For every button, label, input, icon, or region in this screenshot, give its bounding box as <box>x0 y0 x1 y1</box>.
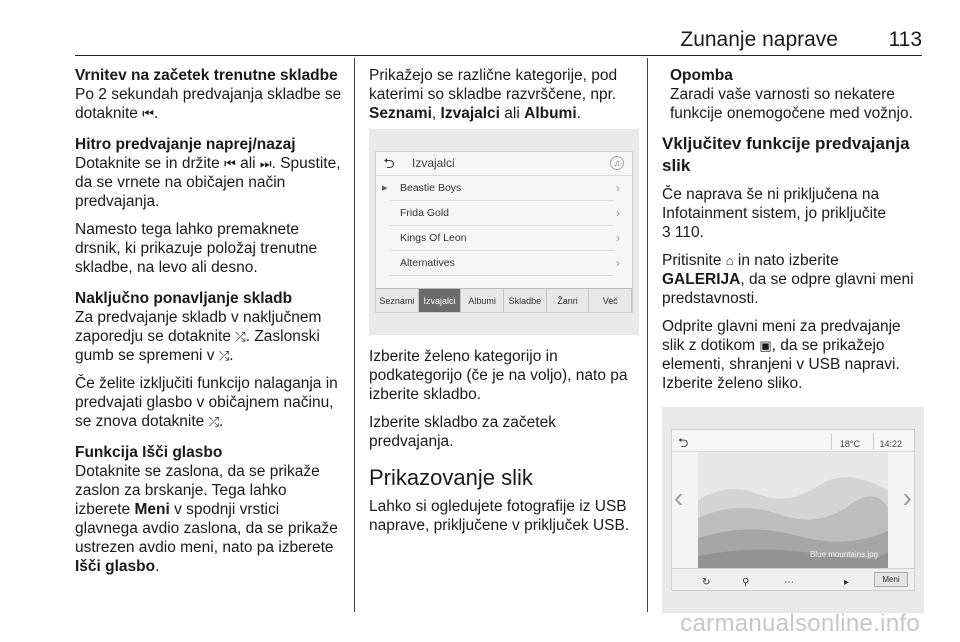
zoom-icon[interactable]: ⚲ <box>742 577 750 588</box>
list-item[interactable] <box>390 201 620 226</box>
image-filename: Blue mountains.jpg <box>809 550 878 559</box>
paragraph: Odprite glavni meni za predvajanje slik z dotikom ▣, da se prikažejo elementi, shranjeni v USB napravi. Izberite želeno sliko. <box>662 318 901 392</box>
picture-screen <box>671 429 915 591</box>
paragraph: Izberite želeno kategorijo in podkategorijo (če je na voljo), nato pa izberite skladbo. <box>369 348 628 403</box>
column-divider <box>647 58 648 612</box>
section-heading: Hitro predvajanje naprej/nazaj <box>75 136 296 153</box>
selection-marker-icon: ▶ <box>382 185 388 192</box>
slideshow-settings-icon[interactable]: ⋯ <box>784 577 794 588</box>
shuffle-active-icon: ⤮ <box>218 348 230 363</box>
list-item-label: Beastie Boys <box>400 182 462 194</box>
shuffle-active-icon: ⤮ <box>208 414 219 429</box>
tab-item[interactable]: Izvajalci <box>419 289 462 312</box>
picture-icon: ▣ <box>759 338 772 353</box>
tab-item[interactable]: Več <box>589 289 632 312</box>
back-arrow-icon[interactable]: ⮌ <box>383 155 395 171</box>
list-item[interactable] <box>390 226 620 251</box>
tab-item[interactable]: Seznami <box>376 289 419 312</box>
home-icon: ⌂ <box>725 253 734 268</box>
paragraph: Prikažejo se različne kategorije, pod katerimi so skladbe razvrščene, npr. Seznami, Izvajalci ali Albumi. <box>369 67 618 122</box>
paragraph: Izberite skladbo za začetek predvajanja. <box>369 414 556 450</box>
cross-reference: 3 110. <box>662 224 704 241</box>
column-3 <box>662 66 924 613</box>
note-text: Zaradi vaše varnosti so nekatere funkcije onemogočene med vožnjo. <box>670 86 913 122</box>
page-title: Zunanje naprave <box>680 28 838 51</box>
paragraph: Namesto tega lahko premaknete drsnik, ki prikazuje položaj trenutne skladbe, na levo ali desno. <box>75 221 318 276</box>
paragraph: Če želite izključiti funkcijo nalaganja in predvajati glasbo v običajnem načinu, se znova dotaknite ⤮. <box>75 375 338 430</box>
column-1 <box>75 66 343 588</box>
music-note-icon: ♫ <box>610 156 624 170</box>
section-heading: Naključno ponavljanje skladb <box>75 290 293 307</box>
chevron-right-icon: › <box>616 256 620 270</box>
temperature-readout: 18°C <box>839 439 860 449</box>
tab-item[interactable]: Skladbe <box>504 289 547 312</box>
browse-screen <box>375 151 633 313</box>
menu-button[interactable]: Meni <box>874 572 908 587</box>
skip-back-icon: ⏮ <box>224 156 236 171</box>
paragraph: Po 2 sekundah predvajanja skladbe se dotaknite ⏮. <box>75 86 342 122</box>
header-divider <box>75 55 922 56</box>
category-list <box>376 176 632 276</box>
page-number: 113 <box>888 28 922 51</box>
watermark: carmanualsonline.info <box>680 610 920 637</box>
list-item-label: Alternatives <box>400 257 455 269</box>
note-box <box>662 66 924 123</box>
list-item-label: Frida Gold <box>400 207 450 219</box>
section-heading: Funkcija Išči glasbo <box>75 444 223 461</box>
screen-topbar <box>672 430 914 452</box>
paragraph: Lahko si ogledujete fotografije iz USB naprave, priključene v priključek USB. <box>369 498 630 534</box>
clock-readout: 14:22 <box>879 439 902 449</box>
skip-back-icon: ⏮ <box>142 106 154 121</box>
list-item[interactable] <box>382 176 620 201</box>
skip-forward-icon: ⏭ <box>259 156 272 171</box>
tab-item[interactable]: Žanri <box>547 289 590 312</box>
rotate-icon[interactable]: ↻ <box>702 577 711 588</box>
screen-topbar <box>376 152 632 176</box>
list-item[interactable] <box>390 251 620 276</box>
paragraph: Dotaknite se zaslona, da se prikaže zaslon za brskanje. Tega lahko izberete Meni v spodnji vrstici glavnega avdio zaslona, da se prikaže ustrezen avdio meni, nato pa izberete Išči glasbo. <box>75 463 338 575</box>
chevron-right-icon: › <box>616 181 620 195</box>
shuffle-icon: ⤮ <box>235 329 246 344</box>
paragraph: Dotaknite se in držite ⏮ ali ⏭. Spustite, da se vrnete na običajen način predvajanja. <box>75 155 341 210</box>
page-header <box>75 28 922 56</box>
screen-bottombar <box>672 568 914 590</box>
list-item-label: Kings Of Leon <box>400 232 467 244</box>
tab-item[interactable]: Albumi <box>461 289 504 312</box>
paragraph: Če naprava še ni priključena na Infotainment sistem, jo priključite 3 110. <box>662 186 886 241</box>
paragraph: Za predvajanje skladb v naključnem zaporedju se dotaknite ⤮. Zaslonski gumb se spremeni v ⤮. <box>75 309 322 364</box>
category-tabs <box>376 288 632 312</box>
screen-title: Izvajalci <box>412 156 455 170</box>
back-arrow-icon[interactable]: ⮌ <box>678 435 689 450</box>
section-heading: Prikazovanje slik <box>369 465 533 490</box>
section-heading: Vključitev funkcije predvajanja slik <box>662 134 910 175</box>
play-icon[interactable]: ▸ <box>844 577 850 588</box>
column-2 <box>369 66 639 535</box>
chevron-right-icon: › <box>616 231 620 245</box>
paragraph: Pritisnite ⌂ in nato izberite GALERIJA, da se odpre glavni meni predstavnosti. <box>662 252 914 307</box>
column-divider <box>354 58 355 612</box>
section-heading: Vrnitev na začetek trenutne skladbe <box>75 67 338 84</box>
next-arrow-icon[interactable]: › <box>902 482 912 513</box>
previous-arrow-icon[interactable]: ‹ <box>674 482 684 513</box>
note-heading: Opomba <box>670 67 733 84</box>
screenshot-pictures <box>662 407 924 613</box>
chevron-right-icon: › <box>616 206 620 220</box>
screenshot-artists <box>369 129 639 335</box>
